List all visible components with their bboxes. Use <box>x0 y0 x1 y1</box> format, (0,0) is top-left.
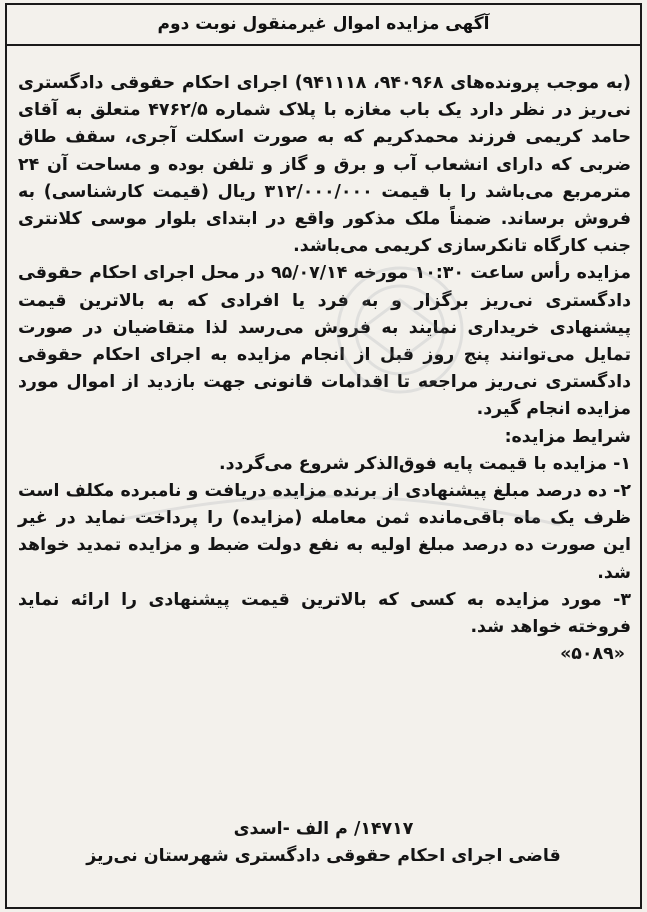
title-box <box>5 3 642 46</box>
condition-item-1: ۱- مزایده با قیمت پایه فوق‌الذکر شروع می‌گردد. <box>218 453 631 474</box>
reference-number: «۵۰۸۹» <box>560 644 625 665</box>
auction-paragraph: مزایده رأس ساعت ۱۰:۳۰ مورخه ۹۵/۰۷/۱۴ در محل اجرای احکام حقوقی دادگستری نی‌ریز برگزار و به فرد یا افرادی که به بالاترین قیمت پیشنهادی خریداری نمایند به فروش می‌رسد لذا متقاضیان در صورت تمایل می‌توانند پنج روز قبل از انجام مزایده به اجرای احکام حقوقی دادگستری نی‌ریز مراجعه تا اقدامات قانونی جهت بازدید از اموال مورد مزایده انجام گیرد. <box>18 263 631 420</box>
condition-item-2: ۲- ده درصد مبلغ پیشنهادی از برنده مزایده دریافت و نامبرده مکلف است ظرف یک ماه باقی‌مانده ثمن معامله (مزایده) را پرداخت نماید در غیر این صورت ده درصد مبلغ اولیه به نفع دولت ضبط و مزایده تمدید خواهد شد. <box>18 481 631 583</box>
notice-body <box>18 70 631 668</box>
signature-block <box>5 816 642 870</box>
conditions-heading: شرایط مزایده: <box>504 426 631 447</box>
condition-item-3: ۳- مورد مزایده به کسی که بالاترین قیمت پیشنهادی را ارائه نماید فروخته خواهد شد. <box>18 589 631 638</box>
notice-title: آگهی مزایده اموال غیرمنقول نوبت دوم <box>157 13 490 34</box>
intro-paragraph: (به موجب پرونده‌های ۹۴۰۹۶۸، ۹۴۱۱۱۸) اجرای احکام حقوقی دادگستری نی‌ریز در نظر دارد یک باب مغازه با پلاک شماره ۴۷۶۲/۵ متعلق به آقای حامد کریمی فرزند محمدکریم که به صورت اسکلت آجری، سقف طاق ضربی که دارای انشعاب آب و برق و گاز و تلفن بوده و مساحت آن ۲۴ مترمربع می‌باشد را با قیمت ۳۱۲/۰۰۰/۰۰۰ ریال (قیمت کارشناسی) به فروش برساند. ضمناً ملک مذکور واقع در ابتدای بلوار موسی کلانتری جنب کارگاه تانکرسازی کریمی می‌باشد. <box>18 73 632 257</box>
signature-ref-line: ۱۴۷۱۷/ م الف -اسدی <box>233 819 414 839</box>
signature-title-line: قاضی اجرای احکام حقوقی دادگستری شهرستان نی‌ریز <box>86 846 561 866</box>
